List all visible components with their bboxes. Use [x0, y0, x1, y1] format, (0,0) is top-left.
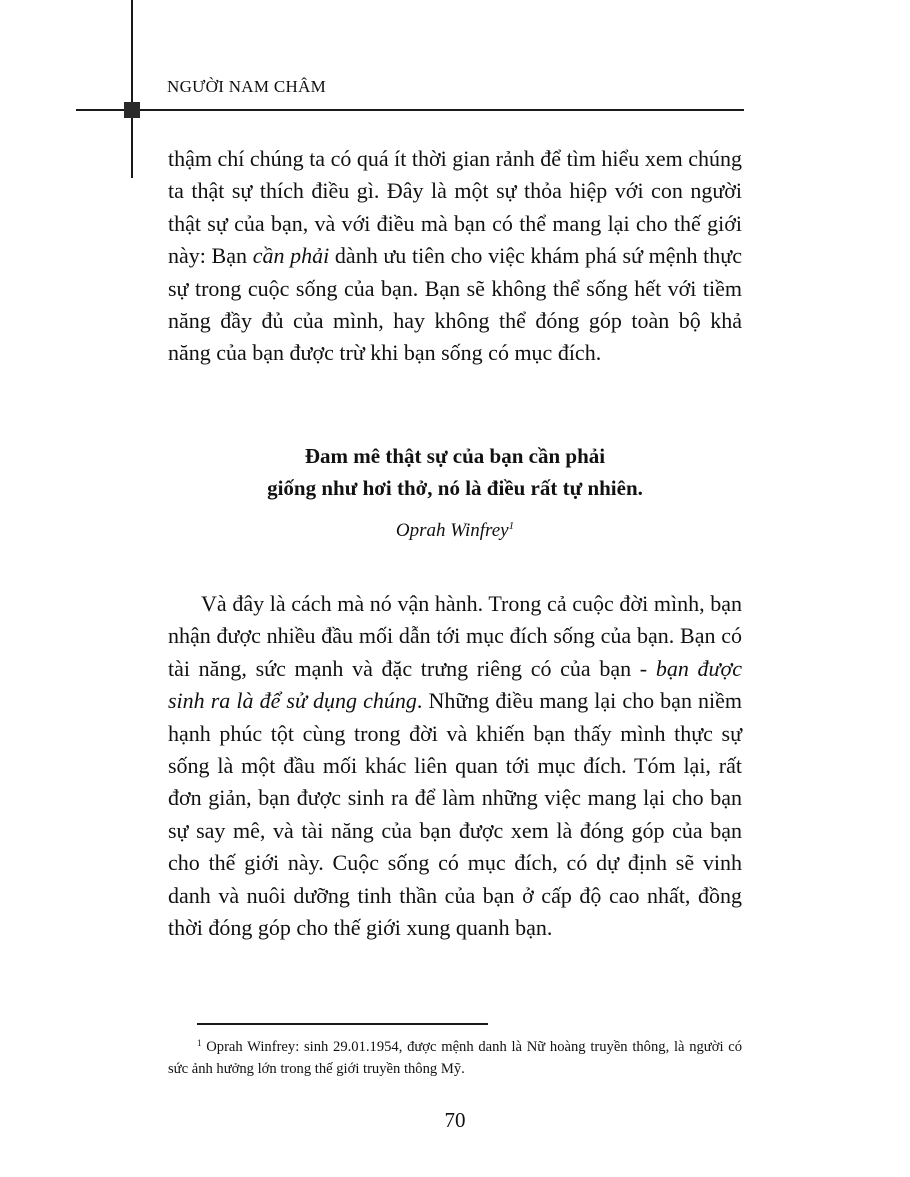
footnote-separator: [197, 1023, 488, 1025]
paragraph-2-text-a: Và đây là cách mà nó vận hành. Trong cả cuộc đời mình, bạn nhận được nhiều đầu mối dẫn tới mục đích sống của bạn. Bạn có tài năng, sức mạnh và đặc trưng riêng có của bạn -: [168, 591, 742, 681]
paragraph-1-text-a: thậm chí chúng ta có quá ít thời gian rảnh để tìm hiểu xem chúng ta thật sự thích điều gì. Đây là một sự thỏa hiệp với con người thật sự của bạn, và với điều mà bạn có thể mang lại cho thế giới này: Bạn: [168, 146, 742, 269]
epigraph-line-1: Đam mê thật sự của bạn cần phải: [304, 444, 606, 468]
body-paragraph-1: [168, 143, 742, 370]
running-header: NGƯỜI NAM CHÂM: [167, 77, 327, 96]
paragraph-1-text-b: dành ưu tiên cho việc khám phá sứ mệnh thực sự trong cuộc sống của bạn. Bạn sẽ không thể sống hết với tiềm năng đầy đủ của mình, hay không thể đóng góp toàn bộ khả năng của bạn được trừ khi bạn sống có mục đích.: [168, 243, 742, 366]
paragraph-2-text-b: . Những điều mang lại cho bạn niềm hạnh phúc tột cùng trong đời và khiến bạn thấy mình thực sự sống là một đầu mối khác liên quan tới mục đích. Tóm lại, rất đơn giản, bạn được sinh ra để làm những việc mang lại cho bạn sự say mê, và tài năng của bạn được xem là đóng góp của bạn cho thế giới này. Cuộc sống có mục đích, có dự định sẽ vinh danh và nuôi dưỡng tinh thần của bạn ở cấp độ cao nhất, đồng thời đóng góp cho thế giới xung quanh bạn.: [168, 688, 743, 941]
epigraph-author: [168, 518, 742, 544]
paragraph-2-emphasis: bạn được sinh ra là để sử dụng chúng: [168, 655, 742, 714]
paragraph-1-emphasis: cần phải: [252, 243, 330, 269]
epigraph-author-name: Oprah Winfrey: [395, 520, 509, 541]
footnote-text: Oprah Winfrey: sinh 29.01.1954, được mệnh danh là Nữ hoàng truyền thông, là người có sức ảnh hưởng lớn trong thế giới truyền thông Mỹ.: [168, 1039, 742, 1077]
header-horizontal-rule: [76, 109, 744, 111]
page-number: 70: [444, 1108, 466, 1132]
footnote-marker: 1: [197, 1038, 202, 1048]
footnote-reference: 1: [508, 520, 515, 532]
epigraph-line-2: giống như hơi thở, nó là điều rất tự nhiên.: [267, 476, 643, 500]
header-corner-square: [124, 102, 140, 118]
footnote: [168, 1036, 742, 1080]
body-paragraph-2: [168, 588, 742, 944]
header-vertical-rule: [131, 0, 133, 178]
epigraph-quote: [168, 440, 742, 504]
